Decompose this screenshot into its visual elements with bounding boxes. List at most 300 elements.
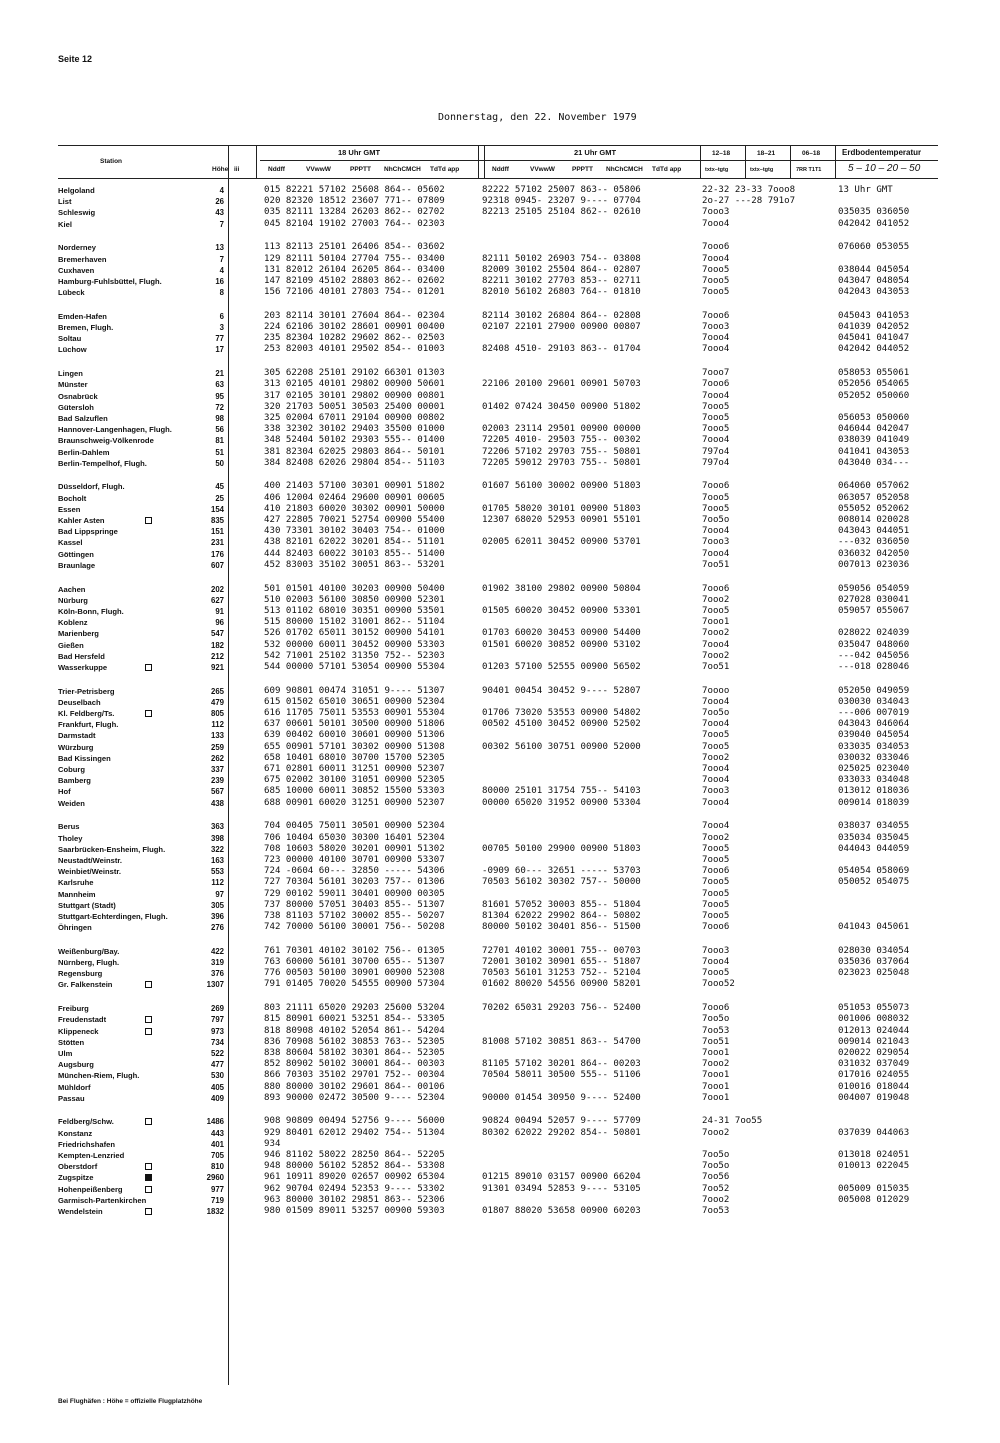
header-sub-1821: txtx–tgtg bbox=[750, 167, 774, 173]
obs-21-uhr: 82009 30102 25504 864-- 02807 bbox=[482, 264, 641, 275]
soil-temperature: 052052 050060 bbox=[838, 390, 910, 401]
station-name: Tholey bbox=[58, 833, 83, 843]
obs-18-uhr: 427 22805 70021 52754 00900 55400 bbox=[264, 515, 445, 525]
station-name: Wasserkuppe bbox=[58, 662, 108, 672]
station-name: Bad Kissingen bbox=[58, 753, 111, 763]
soil-temperature: 004007 019048 bbox=[838, 1092, 910, 1103]
extreme-values: 7ooo5 bbox=[702, 503, 730, 514]
obs-21-uhr: 72206 57102 29703 755-- 50801 bbox=[482, 446, 641, 457]
extreme-values: 7ooo4 bbox=[702, 957, 730, 967]
station-hoehe: 50 bbox=[215, 458, 224, 468]
col-divider-1218 bbox=[745, 145, 746, 178]
obs-18-uhr: 035 82111 13284 26203 862-- 02702 bbox=[264, 207, 445, 218]
soil-temperature: 039040 045054 bbox=[838, 730, 910, 741]
extreme-values: 7ooo5 bbox=[702, 854, 730, 865]
obs-21-uhr: 82211 30102 27703 853-- 02711 bbox=[482, 275, 641, 286]
station-name: Koblenz bbox=[58, 618, 88, 628]
station-hoehe: 239 bbox=[210, 776, 224, 786]
obs-18-uhr: 742 70000 56100 30001 756-- 50208 bbox=[264, 922, 445, 933]
header-tdtd-21: TdTd app bbox=[652, 166, 682, 173]
station-name: Coburg bbox=[58, 765, 85, 774]
obs-18-uhr: 688 00901 60020 31251 00900 52307 bbox=[264, 797, 445, 808]
extreme-values: 7oo51 bbox=[702, 559, 730, 570]
extreme-values: 7ooo1 bbox=[702, 1092, 730, 1103]
obs-18-uhr: 325 02004 67011 29104 00900 00802 bbox=[264, 412, 445, 423]
obs-21-uhr: 01501 60020 30852 00900 53102 bbox=[482, 639, 641, 650]
station-hoehe: 176 bbox=[210, 549, 224, 559]
station-hoehe: 810 bbox=[210, 1162, 224, 1172]
extreme-values: 797o4 bbox=[702, 446, 730, 457]
obs-18-uhr: 147 82109 45102 28803 862-- 02602 bbox=[264, 275, 445, 286]
soil-temperature: 043040 034--- bbox=[838, 457, 910, 468]
obs-18-uhr: 818 80908 40102 52054 861-- 54204 bbox=[264, 1025, 445, 1036]
station-hoehe: 363 bbox=[210, 822, 224, 832]
obs-18-uhr: 658 10401 68010 30700 15700 52305 bbox=[264, 752, 445, 763]
extreme-values: 797o4 bbox=[702, 457, 730, 468]
extreme-values: 7ooo4 bbox=[702, 696, 730, 707]
header-hoehe: Höhe bbox=[212, 166, 229, 173]
station-name: Garmisch-Partenkirchen bbox=[58, 1195, 147, 1205]
soil-temperature: 030032 033046 bbox=[838, 752, 910, 763]
soil-temperature: 076060 053055 bbox=[838, 242, 910, 253]
station-hoehe: 607 bbox=[210, 560, 224, 570]
obs-18-uhr: 609 90801 00474 31051 9---- 51307 bbox=[264, 685, 445, 696]
station-hoehe: 21 bbox=[215, 369, 224, 379]
extreme-values: 7ooo5 bbox=[702, 888, 730, 899]
station-name: Mannheim bbox=[58, 889, 96, 899]
obs-21-uhr: 01505 60020 30452 00900 53301 bbox=[482, 605, 641, 616]
station-name: Freudenstadt bbox=[58, 1015, 107, 1025]
extreme-values: 7oo5o bbox=[702, 515, 730, 525]
station-hoehe: 1486 bbox=[206, 1117, 224, 1127]
soil-temperature: 008014 020028 bbox=[838, 515, 910, 525]
obs-18-uhr: 406 12004 02464 29600 00901 00605 bbox=[264, 492, 445, 503]
extreme-values: 7ooo6 bbox=[702, 922, 730, 933]
obs-18-uhr: 129 82111 50104 27704 755-- 03400 bbox=[264, 253, 445, 264]
station-hoehe: 409 bbox=[210, 1093, 224, 1103]
col-divider-0618 bbox=[835, 145, 836, 178]
obs-18-uhr: 704 00405 75011 30501 00900 52304 bbox=[264, 821, 445, 832]
station-hoehe: 98 bbox=[215, 413, 224, 423]
station-name: Braunschweig-Völkenrode bbox=[58, 436, 154, 446]
station-name: Berlin-Tempelhof, Flugh. bbox=[58, 458, 147, 468]
soil-temperature: 028030 034054 bbox=[838, 945, 910, 956]
footnote: Bei Flughäfen : Höhe = offizielle Flugplatzhöhe bbox=[58, 1398, 203, 1405]
extreme-values: 7ooo4 bbox=[702, 775, 730, 786]
soil-temperature: 020022 029054 bbox=[838, 1047, 910, 1058]
obs-21-uhr: 91301 03494 52853 9---- 53105 bbox=[482, 1183, 641, 1194]
station-name: Hohenpeißenberg bbox=[58, 1184, 123, 1194]
extreme-values: 7ooo6 bbox=[702, 481, 730, 492]
obs-18-uhr: 045 82104 19102 27003 764-- 02303 bbox=[264, 218, 445, 229]
soil-temperature: 028022 024039 bbox=[838, 628, 910, 639]
station-name: Konstanz bbox=[58, 1128, 93, 1138]
station-hoehe: 43 bbox=[215, 208, 224, 218]
obs-18-uhr: 791 01405 70020 54555 00900 57304 bbox=[264, 979, 445, 990]
soil-temperature: 009014 021043 bbox=[838, 1036, 910, 1047]
soil-temperature: 045041 041047 bbox=[838, 333, 910, 344]
extreme-values: 7ooo1 bbox=[702, 617, 730, 628]
soil-temperature: 043043 046064 bbox=[838, 719, 910, 730]
station-hoehe: 977 bbox=[210, 1184, 224, 1194]
station-hoehe: 95 bbox=[215, 391, 224, 401]
soil-temperature: 033035 034053 bbox=[838, 741, 910, 752]
obs-21-uhr: 00302 56100 30751 00900 52000 bbox=[482, 741, 641, 752]
obs-21-uhr: 70503 56101 31253 752-- 52104 bbox=[482, 968, 641, 979]
header-nh: NhChCMCH bbox=[384, 166, 421, 173]
open-square-icon bbox=[145, 1208, 152, 1215]
station-name: Stuttgart-Echterdingen, Flugh. bbox=[58, 911, 168, 921]
header-erdboden-depths: 5 – 10 – 20 – 50 bbox=[848, 163, 921, 174]
station-hoehe: 305 bbox=[210, 900, 224, 910]
soil-temperature: 013018 024051 bbox=[838, 1150, 910, 1160]
extreme-values: 2o-27 ---28 791o7 bbox=[702, 196, 796, 207]
station-name: Bad Salzuflen bbox=[58, 413, 108, 423]
station-hoehe: 921 bbox=[210, 662, 224, 672]
station-hoehe: 26 bbox=[215, 197, 224, 207]
station-hoehe: 1307 bbox=[206, 980, 224, 990]
soil-temperature: 059057 055067 bbox=[838, 605, 910, 616]
extreme-values: 7ooo2 bbox=[702, 628, 730, 639]
station-hoehe: 97 bbox=[215, 889, 224, 899]
extreme-values: 7ooo5 bbox=[702, 424, 730, 435]
station-hoehe: 16 bbox=[215, 276, 224, 286]
col-divider-18 bbox=[478, 145, 479, 178]
station-name: Hamburg-Fuhlsbüttel, Flugh. bbox=[58, 276, 162, 286]
obs-18-uhr: 815 80901 60021 53251 854-- 53305 bbox=[264, 1014, 445, 1025]
header-station: Station bbox=[100, 158, 123, 165]
extreme-values: 7ooo4 bbox=[702, 344, 730, 355]
obs-21-uhr: 82010 56102 26803 764-- 01810 bbox=[482, 287, 641, 298]
obs-18-uhr: 763 60000 56101 30700 655-- 51307 bbox=[264, 957, 445, 967]
soil-temperature: 058053 055061 bbox=[838, 368, 910, 379]
soil-temperature: 005008 012029 bbox=[838, 1194, 910, 1205]
station-hoehe: 51 bbox=[215, 447, 224, 457]
station-name: Zugspitze bbox=[58, 1173, 94, 1183]
station-hoehe: 7 bbox=[219, 254, 224, 264]
extreme-values: 7ooo5 bbox=[702, 741, 730, 752]
station-name: Weißenburg/Bay. bbox=[58, 946, 120, 956]
extreme-values: 7ooo1 bbox=[702, 1047, 730, 1058]
extreme-values: 7ooo4 bbox=[702, 548, 730, 559]
extreme-values: 7ooo5 bbox=[702, 275, 730, 286]
station-hoehe: 269 bbox=[210, 1004, 224, 1014]
obs-18-uhr: 542 71001 25102 31350 752-- 52303 bbox=[264, 650, 445, 661]
header-nddff-21: Nddff bbox=[492, 166, 509, 173]
obs-18-uhr: 639 00402 60010 30601 00900 51306 bbox=[264, 730, 445, 741]
obs-18-uhr: 948 80000 56102 52852 864-- 53308 bbox=[264, 1161, 445, 1172]
obs-18-uhr: 410 21803 60020 30302 00901 50000 bbox=[264, 503, 445, 514]
header-top-rule bbox=[58, 145, 938, 146]
extreme-values: 7ooo2 bbox=[702, 752, 730, 763]
open-square-icon bbox=[145, 1186, 152, 1193]
station-name: Hannover-Langenhagen, Flugh. bbox=[58, 425, 172, 435]
station-hoehe: 3 bbox=[219, 323, 224, 332]
station-name: Gütersloh bbox=[58, 402, 94, 412]
obs-18-uhr: 908 90809 00494 52756 9---- 56000 bbox=[264, 1116, 445, 1127]
station-hoehe: 553 bbox=[210, 867, 224, 877]
station-name: Bremerhaven bbox=[58, 254, 107, 264]
station-hoehe: 259 bbox=[210, 742, 224, 752]
extreme-values: 7ooo5 bbox=[702, 910, 730, 921]
soil-temperature: 009014 018039 bbox=[838, 797, 910, 808]
station-hoehe: 479 bbox=[210, 697, 224, 707]
open-square-icon bbox=[145, 981, 152, 988]
obs-18-uhr: 727 70304 56101 30203 757-- 01306 bbox=[264, 877, 445, 888]
obs-18-uhr: 980 01509 89011 53257 00900 59303 bbox=[264, 1206, 445, 1216]
soil-temperature: 13 Uhr GMT bbox=[838, 185, 893, 195]
station-name: Nürburg bbox=[58, 595, 88, 605]
station-hoehe: 231 bbox=[210, 538, 224, 548]
obs-18-uhr: 880 80000 30102 29601 864-- 00106 bbox=[264, 1081, 445, 1092]
station-hoehe: 530 bbox=[210, 1071, 224, 1081]
station-name: Darmstadt bbox=[58, 731, 96, 741]
obs-21-uhr: 01602 80020 54556 00900 58201 bbox=[482, 979, 641, 990]
station-name: Düsseldorf, Flugh. bbox=[58, 482, 125, 492]
header-18-uhr: 18 Uhr GMT bbox=[338, 148, 381, 157]
station-hoehe: 422 bbox=[210, 946, 224, 956]
obs-21-uhr: 70202 65031 29203 756-- 52400 bbox=[482, 1003, 641, 1014]
soil-temperature: 052056 054065 bbox=[838, 379, 910, 390]
header-mid-rule bbox=[260, 160, 938, 161]
obs-18-uhr: 729 00102 59011 30401 00900 00305 bbox=[264, 888, 445, 899]
obs-18-uhr: 313 02105 40101 29802 00900 50601 bbox=[264, 379, 445, 390]
extreme-values: 7oo53 bbox=[702, 1025, 730, 1036]
soil-temperature: 005009 015035 bbox=[838, 1183, 910, 1194]
station-name: Kiel bbox=[58, 219, 72, 229]
obs-18-uhr: 526 01702 65011 30152 00900 54101 bbox=[264, 628, 445, 639]
station-hoehe: 17 bbox=[215, 345, 224, 355]
header-ppptt-21: PPPTT bbox=[572, 166, 593, 173]
station-hoehe: 112 bbox=[211, 720, 224, 730]
station-hoehe: 443 bbox=[210, 1128, 224, 1138]
extreme-values: 7ooo4 bbox=[702, 390, 730, 401]
extreme-values: 7ooo3 bbox=[702, 786, 730, 797]
obs-21-uhr: 00000 65020 31952 00900 53304 bbox=[482, 797, 641, 808]
station-hoehe: 133 bbox=[210, 731, 224, 741]
station-name: Kahler Asten bbox=[58, 516, 105, 525]
station-hoehe: 438 bbox=[210, 798, 224, 808]
obs-18-uhr: 616 11705 75011 53553 00901 55304 bbox=[264, 708, 445, 718]
obs-21-uhr: 01807 88020 53658 00900 60203 bbox=[482, 1206, 641, 1216]
station-hoehe: 734 bbox=[210, 1037, 224, 1047]
soil-temperature: ---042 045056 bbox=[838, 650, 910, 661]
obs-21-uhr: 82408 4510- 29103 863-- 01704 bbox=[482, 344, 641, 355]
obs-18-uhr: 020 82320 18512 23607 771-- 07809 bbox=[264, 196, 445, 207]
soil-temperature: ---006 007019 bbox=[838, 708, 910, 718]
soil-temperature: 038044 045054 bbox=[838, 264, 910, 275]
station-name: Göttingen bbox=[58, 549, 94, 559]
obs-21-uhr: 80000 25101 31754 755-- 54103 bbox=[482, 786, 641, 797]
station-hoehe: 376 bbox=[210, 969, 224, 979]
soil-temperature: 064060 057062 bbox=[838, 481, 910, 492]
station-hoehe: 396 bbox=[210, 911, 224, 921]
station-hoehe: 705 bbox=[210, 1151, 224, 1160]
header-period-0618: 06–18 bbox=[802, 150, 821, 157]
soil-temperature: 030030 034043 bbox=[838, 696, 910, 707]
station-hoehe: 202 bbox=[210, 584, 224, 594]
col-divider-21-left bbox=[484, 145, 485, 178]
obs-21-uhr: 01215 89010 03157 00900 66204 bbox=[482, 1172, 641, 1183]
obs-18-uhr: 929 80401 62012 29402 754-- 51304 bbox=[264, 1127, 445, 1138]
station-hoehe: 7 bbox=[219, 219, 224, 229]
soil-temperature: 051053 055073 bbox=[838, 1003, 910, 1014]
extreme-values: 7ooo1 bbox=[702, 1070, 730, 1081]
station-hoehe: 212 bbox=[210, 651, 224, 661]
station-hoehe: 567 bbox=[210, 787, 224, 797]
obs-18-uhr: 338 32302 30102 29403 35500 01000 bbox=[264, 424, 445, 435]
extreme-values: 7ooo3 bbox=[702, 322, 730, 332]
soil-temperature: 033033 034048 bbox=[838, 775, 910, 786]
obs-21-uhr: 80302 62022 29202 854-- 50801 bbox=[482, 1127, 641, 1138]
station-name: Würzburg bbox=[58, 742, 94, 752]
col-divider-21 bbox=[700, 145, 701, 178]
station-name: Gießen bbox=[58, 640, 84, 650]
obs-18-uhr: 738 81103 57102 30002 855-- 50207 bbox=[264, 910, 445, 921]
obs-21-uhr: 72701 40102 30001 755-- 00703 bbox=[482, 945, 641, 956]
obs-18-uhr: 866 70303 35102 29701 752-- 00304 bbox=[264, 1070, 445, 1081]
filled-square-icon bbox=[145, 1174, 152, 1181]
soil-temperature: 007013 023036 bbox=[838, 559, 910, 570]
station-hoehe: 797 bbox=[210, 1015, 224, 1025]
station-hoehe: 405 bbox=[210, 1082, 224, 1092]
station-hoehe: 4 bbox=[219, 265, 224, 275]
extreme-values: 7oo5o bbox=[702, 1161, 730, 1172]
obs-21-uhr: 01607 56100 30002 00900 51803 bbox=[482, 481, 641, 492]
station-name: Marienberg bbox=[58, 629, 99, 639]
obs-18-uhr: 675 02002 30100 31051 00900 52305 bbox=[264, 775, 445, 786]
station-name: Mühldorf bbox=[58, 1082, 91, 1092]
station-hoehe: 77 bbox=[215, 334, 224, 344]
soil-temperature: 010013 022045 bbox=[838, 1161, 910, 1172]
station-name: List bbox=[58, 197, 72, 207]
station-hoehe: 72 bbox=[215, 402, 224, 412]
extreme-values: 7ooo4 bbox=[702, 526, 730, 537]
header-nh-21: NhChCMCH bbox=[606, 166, 643, 173]
obs-18-uhr: 305 62208 25101 29102 66301 01303 bbox=[264, 368, 445, 379]
station-hoehe: 337 bbox=[210, 765, 224, 774]
obs-21-uhr: 72001 30102 30901 655-- 51807 bbox=[482, 957, 641, 967]
soil-temperature: ---018 028046 bbox=[838, 661, 910, 672]
obs-18-uhr: 317 02105 30101 29802 00900 00801 bbox=[264, 390, 445, 401]
extreme-values: 7oo53 bbox=[702, 1206, 730, 1216]
station-name: Soltau bbox=[58, 334, 82, 344]
obs-21-uhr: 70504 58011 30500 555-- 51106 bbox=[482, 1070, 641, 1081]
station-name: Osnabrück bbox=[58, 391, 98, 401]
extreme-values: 7ooo5 bbox=[702, 605, 730, 616]
station-hoehe: 276 bbox=[210, 923, 224, 933]
station-hoehe: 1832 bbox=[206, 1207, 224, 1216]
obs-21-uhr: 82213 25105 25104 862-- 02610 bbox=[482, 207, 641, 218]
station-name: Kassel bbox=[58, 538, 83, 548]
extreme-values: 7ooo4 bbox=[702, 764, 730, 774]
station-hoehe: 45 bbox=[215, 482, 224, 492]
extreme-values: 7ooo5 bbox=[702, 968, 730, 979]
station-hoehe: 805 bbox=[210, 709, 224, 718]
obs-18-uhr: 852 80902 50102 30001 864-- 00303 bbox=[264, 1059, 445, 1070]
station-name: Kl. Feldberg/Ts. bbox=[58, 709, 115, 718]
soil-temperature: 013012 018036 bbox=[838, 786, 910, 797]
extreme-values: 7ooo4 bbox=[702, 797, 730, 808]
obs-18-uhr: 615 01502 65010 30651 00900 52304 bbox=[264, 696, 445, 707]
station-hoehe: 398 bbox=[210, 833, 224, 843]
extreme-values: 7oo5o bbox=[702, 1150, 730, 1160]
extreme-values: 7ooo4 bbox=[702, 719, 730, 730]
header-21-uhr: 21 Uhr GMT bbox=[574, 148, 617, 157]
obs-21-uhr: 81105 57102 30201 864-- 00203 bbox=[482, 1059, 641, 1070]
station-hoehe: 319 bbox=[210, 958, 224, 967]
station-name: Deuselbach bbox=[58, 697, 101, 707]
station-name: Münster bbox=[58, 380, 88, 390]
station-name: Stuttgart (Stadt) bbox=[58, 900, 116, 910]
obs-21-uhr: 80000 50102 30401 856-- 51500 bbox=[482, 922, 641, 933]
obs-18-uhr: 381 82304 62025 29803 864-- 50101 bbox=[264, 446, 445, 457]
obs-18-uhr: 838 80604 58102 30301 864-- 52305 bbox=[264, 1047, 445, 1058]
obs-21-uhr: 72205 59012 29703 755-- 50801 bbox=[482, 457, 641, 468]
extreme-values: 7ooo52 bbox=[702, 979, 735, 990]
open-square-icon bbox=[145, 1028, 152, 1035]
extreme-values: 7ooo6 bbox=[702, 310, 730, 321]
soil-temperature: 001006 008032 bbox=[838, 1014, 910, 1025]
extreme-values: 7ooo2 bbox=[702, 1127, 730, 1138]
soil-temperature: 035035 036050 bbox=[838, 207, 910, 218]
obs-21-uhr: 02003 23114 29501 00900 00000 bbox=[482, 424, 641, 435]
soil-temperature: 038039 041049 bbox=[838, 435, 910, 446]
station-hoehe: 6 bbox=[219, 311, 224, 321]
obs-21-uhr: 01402 07424 30450 00900 51802 bbox=[482, 401, 641, 412]
soil-temperature: 055052 052062 bbox=[838, 503, 910, 514]
obs-18-uhr: 113 82113 25101 26406 854-- 03602 bbox=[264, 242, 445, 253]
station-name: Nürnberg, Flugh. bbox=[58, 958, 120, 967]
station-hoehe: 627 bbox=[210, 595, 224, 605]
obs-18-uhr: 708 10603 58020 30201 00901 51302 bbox=[264, 843, 445, 854]
open-square-icon bbox=[145, 710, 152, 717]
station-name: Essen bbox=[58, 504, 81, 514]
station-hoehe: 163 bbox=[210, 855, 224, 865]
station-hoehe: 4 bbox=[219, 186, 224, 195]
station-name: Bamberg bbox=[58, 776, 91, 786]
station-name: Weiden bbox=[58, 798, 85, 808]
header-nddff: Nddff bbox=[268, 166, 285, 173]
station-hoehe: 8 bbox=[219, 288, 224, 298]
station-hoehe: 265 bbox=[210, 686, 224, 696]
station-name: Gr. Falkenstein bbox=[58, 980, 113, 990]
extreme-values: 7oo51 bbox=[702, 1036, 730, 1047]
station-hoehe: 13 bbox=[215, 243, 224, 253]
obs-18-uhr: 934 bbox=[264, 1138, 281, 1149]
soil-temperature: 010016 018044 bbox=[838, 1081, 910, 1092]
header-iii: iii bbox=[234, 166, 240, 173]
soil-temperature: 056053 050060 bbox=[838, 412, 910, 423]
station-name: Norderney bbox=[58, 243, 96, 253]
soil-temperature: 041041 043053 bbox=[838, 446, 910, 457]
station-name: Kempten-Lenzried bbox=[58, 1151, 125, 1160]
station-name: Passau bbox=[58, 1093, 85, 1103]
extreme-values: 24-31 7oo55 bbox=[702, 1116, 763, 1127]
obs-18-uhr: 706 10404 65030 30300 16401 52304 bbox=[264, 832, 445, 843]
station-hoehe: 96 bbox=[215, 618, 224, 628]
extreme-values: 7ooo6 bbox=[702, 1003, 730, 1014]
obs-18-uhr: 723 00000 40100 30701 00900 53307 bbox=[264, 854, 445, 865]
soil-temperature: 038037 034055 bbox=[838, 821, 910, 832]
obs-18-uhr: 946 81102 58022 28250 864-- 52205 bbox=[264, 1150, 445, 1160]
page-label: Seite 12 bbox=[58, 54, 93, 64]
station-name: Emden-Hafen bbox=[58, 311, 107, 321]
station-name: Hof bbox=[58, 787, 71, 797]
open-square-icon bbox=[145, 517, 152, 524]
station-name: Feldberg/Schw. bbox=[58, 1117, 114, 1127]
station-hoehe: 182 bbox=[210, 640, 224, 650]
